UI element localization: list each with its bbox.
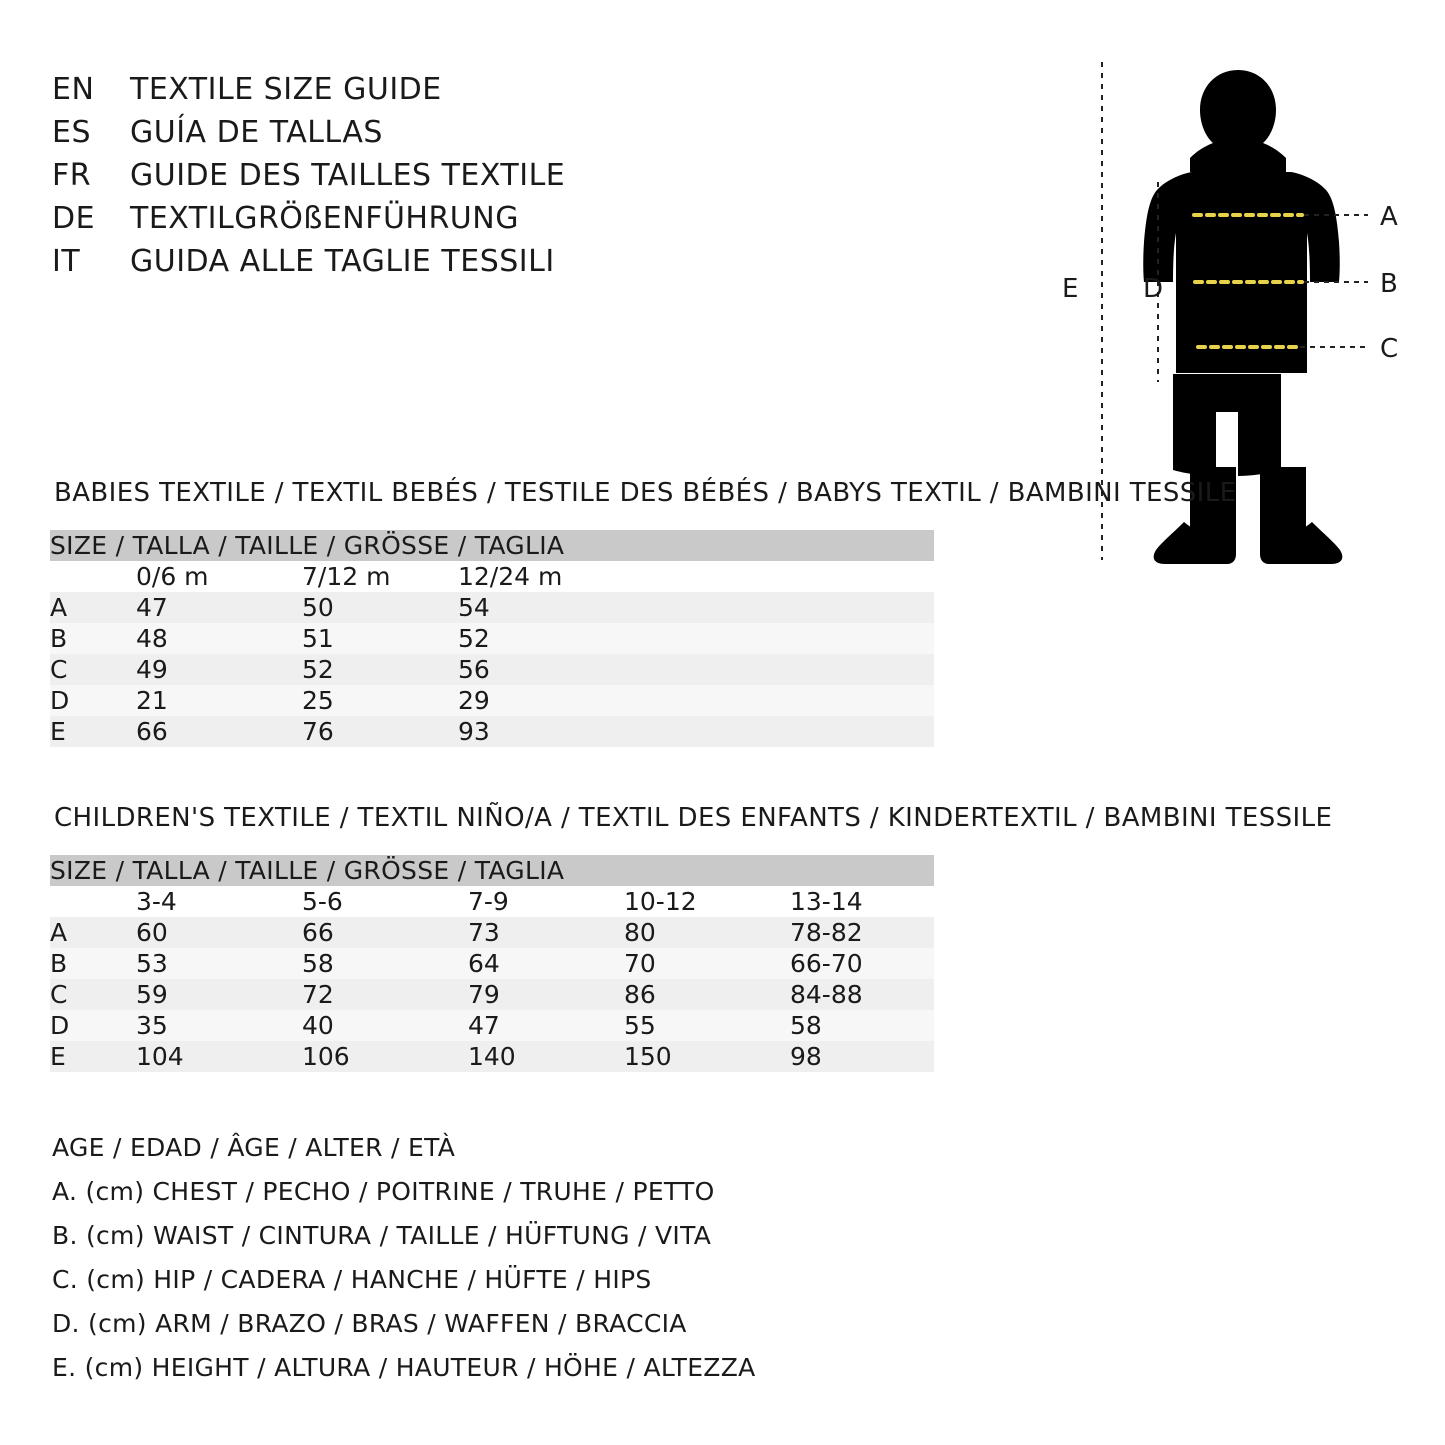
table-row [50,716,934,747]
children-column-1: 5-6 [302,886,468,917]
children-table-header: SIZE / TALLA / TAILLE / GRÖSSE / TAGLIA [50,855,934,886]
babies-cell-e-0: 66 [136,716,302,747]
children-size-table [50,855,934,1072]
children-column-4: 13-14 [790,886,934,917]
figure-label-b: B [1380,269,1398,299]
children-cell-b-2: 64 [468,948,624,979]
figure-label-c: C [1380,334,1399,364]
language-text-en: TEXTILE SIZE GUIDE [130,72,442,107]
language-text-es: GUÍA DE TALLAS [130,115,383,150]
table-row [50,1010,934,1041]
children-cell-d-2: 47 [468,1010,624,1041]
babies-cell-a-2: 54 [458,592,934,623]
children-cell-a-4: 78-82 [790,917,934,948]
language-title-block [52,72,672,287]
children-row-label-a: A [50,917,136,948]
empty-corner-cell [50,886,136,917]
children-cell-a-3: 80 [624,917,790,948]
children-cell-b-1: 58 [302,948,468,979]
children-cell-e-2: 140 [468,1041,624,1072]
table-row [50,979,934,1010]
babies-column-0: 0/6 m [136,561,302,592]
children-cell-b-4: 66-70 [790,948,934,979]
table-row [50,623,934,654]
children-cell-c-1: 72 [302,979,468,1010]
babies-cell-c-1: 52 [302,654,458,685]
babies-cell-b-1: 51 [302,623,458,654]
figure-label-d: D [1143,274,1164,304]
babies-cell-c-0: 49 [136,654,302,685]
babies-row-label-d: D [50,685,136,716]
children-cell-d-1: 40 [302,1010,468,1041]
children-cell-b-0: 53 [136,948,302,979]
language-row-es [52,115,672,158]
babies-cell-d-2: 29 [458,685,934,716]
children-row-label-c: C [50,979,136,1010]
legend-line-e: E. (cm) HEIGHT / ALTURA / HAUTEUR / HÖHE / ALTEZZA [52,1353,756,1382]
language-text-it: GUIDA ALLE TAGLIE TESSILI [130,244,555,279]
figure-label-e: E [1062,274,1079,304]
children-section-title: CHILDREN'S TEXTILE / TEXTIL NIÑO/A / TEXTIL DES ENFANTS / KINDERTEXTIL / BAMBINI TESSILE [54,803,1333,833]
table-row [50,592,934,623]
children-cell-c-3: 86 [624,979,790,1010]
children-cell-c-4: 84-88 [790,979,934,1010]
babies-cell-d-1: 25 [302,685,458,716]
children-row-label-b: B [50,948,136,979]
table-header-row [50,855,934,886]
measurement-legend [52,1133,912,1397]
children-cell-d-0: 35 [136,1010,302,1041]
babies-cell-e-2: 93 [458,716,934,747]
babies-row-label-a: A [50,592,136,623]
language-code-en: EN [52,72,95,107]
children-cell-a-0: 60 [136,917,302,948]
table-row [50,948,934,979]
babies-section-title: BABIES TEXTILE / TEXTIL BEBÉS / TESTILE DES BÉBÉS / BABYS TEXTIL / BAMBINI TESSILE [54,478,1237,508]
children-cell-a-2: 73 [468,917,624,948]
language-text-fr: GUIDE DES TAILLES TEXTILE [130,158,566,193]
empty-corner-cell [50,561,136,592]
babies-column-2: 12/24 m [458,561,934,592]
table-row [50,886,934,917]
babies-cell-a-0: 47 [136,592,302,623]
children-cell-a-1: 66 [302,917,468,948]
babies-cell-b-2: 52 [458,623,934,654]
language-row-en [52,72,672,115]
table-row [50,685,934,716]
legend-line-b: B. (cm) WAIST / CINTURA / TAILLE / HÜFTUNG / VITA [52,1221,712,1250]
babies-table-header: SIZE / TALLA / TAILLE / GRÖSSE / TAGLIA [50,530,934,561]
language-row-de [52,201,672,244]
language-code-de: DE [52,201,96,236]
legend-line-age: AGE / EDAD / ÂGE / ALTER / ETÀ [52,1133,456,1162]
children-column-0: 3-4 [136,886,302,917]
babies-cell-d-0: 21 [136,685,302,716]
babies-cell-b-0: 48 [136,623,302,654]
children-cell-c-2: 79 [468,979,624,1010]
legend-line-c: C. (cm) HIP / CADERA / HANCHE / HÜFTE / HIPS [52,1265,652,1294]
language-text-de: TEXTILGRÖßENFÜHRUNG [130,201,519,236]
language-row-fr [52,158,672,201]
table-row [50,1041,934,1072]
legend-line-d: D. (cm) ARM / BRAZO / BRAS / WAFFEN / BRACCIA [52,1309,687,1338]
children-cell-e-3: 150 [624,1041,790,1072]
language-code-fr: FR [52,158,92,193]
table-header-row [50,530,934,561]
children-cell-e-1: 106 [302,1041,468,1072]
babies-column-1: 7/12 m [302,561,458,592]
table-row [50,917,934,948]
language-code-es: ES [52,115,91,150]
children-cell-e-0: 104 [136,1041,302,1072]
children-cell-b-3: 70 [624,948,790,979]
children-cell-d-3: 55 [624,1010,790,1041]
language-row-it [52,244,672,287]
babies-size-table [50,530,934,747]
babies-row-label-c: C [50,654,136,685]
language-code-it: IT [52,244,81,279]
children-cell-c-0: 59 [136,979,302,1010]
children-cell-e-4: 98 [790,1041,934,1072]
children-row-label-d: D [50,1010,136,1041]
babies-cell-e-1: 76 [302,716,458,747]
table-row [50,654,934,685]
children-column-3: 10-12 [624,886,790,917]
babies-row-label-b: B [50,623,136,654]
babies-cell-c-2: 56 [458,654,934,685]
babies-cell-a-1: 50 [302,592,458,623]
children-cell-d-4: 58 [790,1010,934,1041]
children-row-label-e: E [50,1041,136,1072]
figure-label-a: A [1380,202,1398,232]
legend-line-a: A. (cm) CHEST / PECHO / POITRINE / TRUHE / PETTO [52,1177,715,1206]
table-row [50,561,934,592]
children-column-2: 7-9 [468,886,624,917]
babies-row-label-e: E [50,716,136,747]
